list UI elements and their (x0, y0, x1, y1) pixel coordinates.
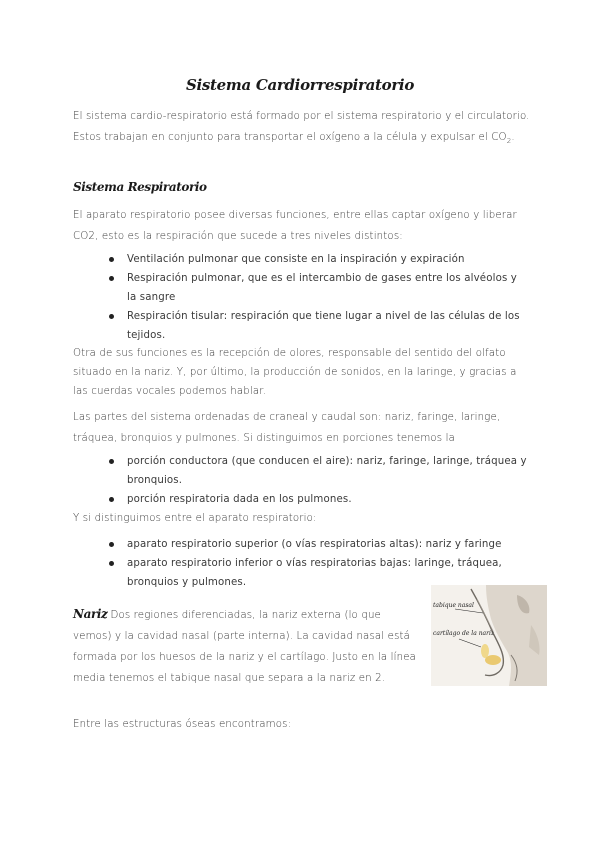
nariz-text: Dos regiones diferenciadas, la nariz externa (lo que vemos) y la cavidad nasal (parte interna). La cavidad nasal está formada por los huesos de la nariz y el cartílago. Justo en la línea media tenemos el tabique nasal que separa a la nariz en 2. (73, 610, 417, 684)
nariz-heading: Nariz (73, 607, 108, 621)
list-item: aparato respiratorio inferior o vías respiratorias bajas: laringe, tráquea, bronquios y pulmones. (107, 554, 527, 592)
nose-anatomy-figure (431, 585, 547, 686)
respiratorio-paragraph-2: Otra de sus funciones es la recepción de olores, responsable del sentido del olfato situado en la nariz. Y, por último, la producción de sonidos, en la laringe, y gracias a las cuerdas vocales podemos hablar. (73, 348, 517, 397)
list-item: porción conductora (que conducen el aire): nariz, faringe, laringe, tráquea y bronquios. (107, 452, 527, 490)
list-item: porción respiratoria dada en los pulmones. (107, 490, 527, 509)
respiration-levels-list (107, 250, 527, 345)
figure-label-tabique: tabique nasal (433, 602, 474, 609)
page-title: Sistema Cardiorrespiratorio (185, 76, 415, 94)
closing-paragraph: Entre las estructuras óseas encontramos: (73, 719, 292, 730)
respiratorio-paragraph-3: Las partes del sistema ordenadas de craneal y caudal son: nariz, faringe, laringe, tráquea, bronquios y pulmones. Si distinguimos en porciones tenemos la (73, 412, 501, 444)
intro-end: . (511, 132, 515, 143)
apparatus-list (107, 535, 527, 592)
list-item: Ventilación pulmonar que consiste en la inspiración y expiración (107, 250, 527, 269)
list-item: Respiración pulmonar, que es el intercambio de gases entre los alvéolos y la sangre (107, 269, 527, 307)
nariz-paragraph (73, 604, 418, 689)
portions-list (107, 452, 527, 509)
figure-label-cartilago: cartílago de la nariz (433, 630, 495, 637)
list-item: aparato respiratorio superior (o vías respiratorias altas): nariz y faringe (107, 535, 527, 554)
section-heading-respiratorio: Sistema Respiratorio (73, 180, 207, 194)
intro-text: El sistema cardio-respiratorio está formado por el sistema respiratorio y el circulatorio. Estos trabajan en conjunto para transportar el oxígeno a la célula y expulsar el CO (73, 111, 530, 143)
respiratorio-paragraph-4: Y si distinguimos entre el aparato respiratorio: (73, 513, 317, 524)
list-item: Respiración tisular: respiración que tiene lugar a nivel de las células de los tejidos. (107, 307, 527, 345)
intro-paragraph (73, 106, 531, 152)
respiratorio-paragraph-1: El aparato respiratorio posee diversas funciones, entre ellas captar oxígeno y liberar CO2, esto es la respiración que sucede a tres niveles distintos: (73, 210, 517, 242)
intro-subscript: 2 (506, 137, 512, 146)
